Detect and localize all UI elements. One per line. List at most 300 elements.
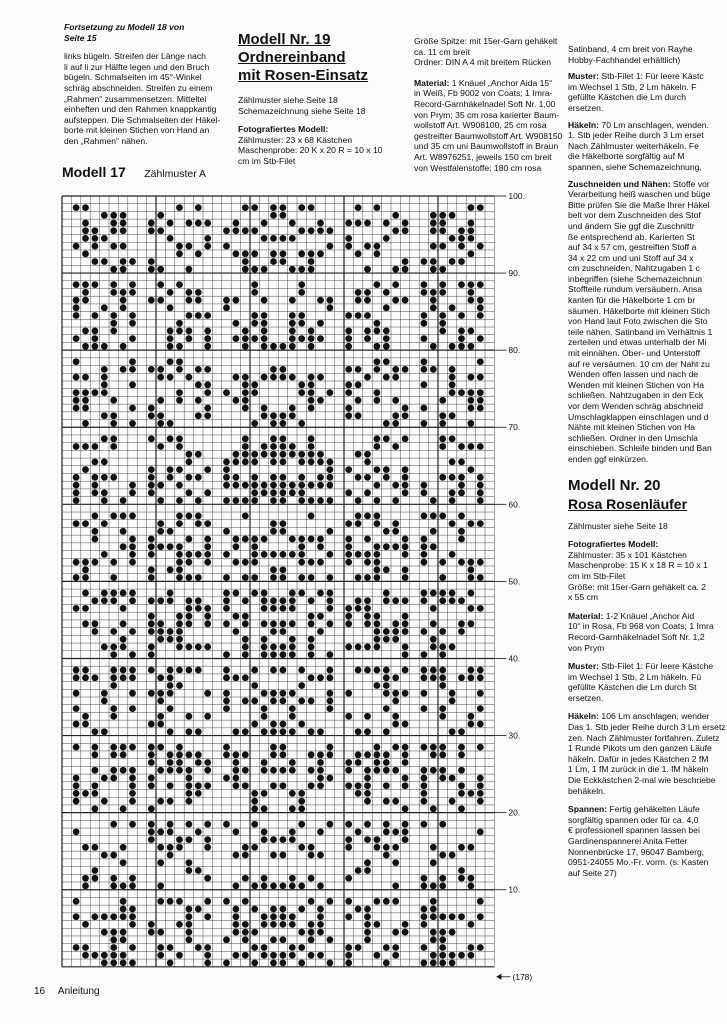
filled-cell — [261, 883, 268, 890]
filled-cell — [110, 929, 117, 936]
filled-cell — [73, 443, 80, 450]
filled-cell — [364, 574, 371, 581]
filled-cell — [449, 644, 456, 651]
filled-cell — [327, 227, 334, 234]
filled-cell — [421, 798, 428, 805]
filled-cell — [364, 513, 371, 520]
filled-cell — [289, 597, 296, 604]
filled-cell — [383, 829, 390, 836]
filled-cell — [477, 397, 484, 404]
filled-cell — [204, 759, 211, 766]
filled-cell — [251, 574, 258, 581]
filled-cell — [374, 358, 381, 365]
filled-cell — [430, 906, 437, 913]
filled-cell — [129, 960, 136, 967]
filled-cell — [92, 459, 99, 466]
filled-cell — [101, 798, 108, 805]
filled-cell — [345, 613, 352, 620]
filled-cell — [129, 628, 136, 635]
filled-cell — [280, 566, 287, 573]
filled-cell — [308, 258, 315, 265]
filled-cell — [186, 297, 193, 304]
filled-cell — [298, 335, 305, 342]
modell19-subtitle-2: mit Rosen-Einsatz — [238, 67, 369, 84]
filled-cell — [383, 636, 390, 643]
filled-cell — [261, 952, 268, 959]
filled-cell — [345, 312, 352, 319]
filled-cell — [167, 751, 174, 758]
filled-cell — [186, 536, 193, 543]
filled-cell — [468, 297, 475, 304]
filled-cell — [345, 559, 352, 566]
filled-cell — [280, 605, 287, 612]
filled-cell — [129, 405, 136, 412]
filled-cell — [186, 597, 193, 604]
filled-cell — [82, 520, 89, 527]
filled-cell — [101, 389, 108, 396]
filled-cell — [298, 420, 305, 427]
filled-cell — [110, 559, 117, 566]
filled-cell — [233, 883, 240, 890]
filled-cell — [92, 751, 99, 758]
continuation-title: Fortsetzung zu Modell 18 von Seite 15 — [64, 22, 185, 43]
filled-cell — [223, 590, 230, 597]
filled-cell — [439, 443, 446, 450]
filled-cell — [176, 281, 183, 288]
filled-cell — [129, 705, 136, 712]
filled-cell — [82, 566, 89, 573]
filled-cell — [233, 335, 240, 342]
filled-cell — [421, 883, 428, 890]
filled-cell — [383, 705, 390, 712]
filled-cell — [439, 705, 446, 712]
text-line: vor dem Wenden schräg abschneid — [568, 401, 704, 411]
filled-cell — [383, 435, 390, 442]
filled-cell — [195, 513, 202, 520]
text-line: ca. 11 cm breit — [414, 46, 470, 57]
filled-cell — [374, 366, 381, 373]
filled-cell — [439, 435, 446, 442]
filled-cell — [176, 243, 183, 250]
filled-cell — [364, 921, 371, 928]
filled-cell — [120, 243, 127, 250]
filled-cell — [204, 913, 211, 920]
filled-cell — [270, 489, 277, 496]
row-label: 90. — [508, 268, 521, 279]
text-line: von Prym — [568, 642, 605, 653]
filled-cell — [110, 243, 117, 250]
filled-cell — [430, 859, 437, 866]
filled-cell — [430, 304, 437, 311]
filled-cell — [298, 543, 305, 550]
filled-cell — [92, 597, 99, 604]
filled-cell — [92, 258, 99, 265]
modell19-foto-label: Fotografiertes Modell: — [238, 124, 329, 135]
filled-cell — [449, 381, 456, 388]
filled-cell — [251, 474, 258, 481]
filled-cell — [430, 497, 437, 504]
filled-cell — [298, 381, 305, 388]
filled-cell — [449, 459, 456, 466]
filled-cell — [129, 381, 136, 388]
filled-cell — [223, 497, 230, 504]
filled-cell — [270, 644, 277, 651]
text-line: Verarbeitung heiß waschen und büge — [568, 189, 711, 200]
filled-cell — [280, 767, 287, 774]
filled-cell — [317, 297, 324, 304]
filled-cell — [392, 744, 399, 751]
filled-cell — [129, 767, 136, 774]
filled-cell — [82, 227, 89, 234]
filled-cell — [289, 805, 296, 812]
filled-cell — [421, 597, 428, 604]
filled-cell — [374, 551, 381, 558]
filled-cell — [120, 898, 127, 905]
filled-cell — [251, 682, 258, 689]
filled-cell — [233, 559, 240, 566]
filled-cell — [468, 389, 475, 396]
filled-cell — [449, 597, 456, 604]
right-column — [568, 44, 727, 878]
filled-cell — [195, 366, 202, 373]
filled-cell — [92, 790, 99, 797]
filled-cell — [195, 520, 202, 527]
filled-cell — [392, 420, 399, 427]
filled-cell — [82, 883, 89, 890]
filled-cell — [101, 258, 108, 265]
filled-cell — [261, 875, 268, 882]
filled-cell — [468, 713, 475, 720]
filled-cell — [167, 944, 174, 951]
filled-cell — [392, 497, 399, 504]
text-line: zerteilen und etwas unterhalb der Mi — [568, 337, 707, 348]
filled-cell — [345, 543, 352, 550]
filled-cell — [477, 358, 484, 365]
filled-cell — [82, 559, 89, 566]
filled-cell — [251, 929, 258, 936]
filled-cell — [308, 728, 315, 735]
filled-cell — [430, 844, 437, 851]
filled-cell — [261, 412, 268, 419]
filled-cell — [233, 220, 240, 227]
filled-cell — [439, 875, 446, 882]
filled-cell — [195, 220, 202, 227]
filled-cell — [430, 952, 437, 959]
filled-cell — [92, 536, 99, 543]
filled-cell — [439, 651, 446, 658]
filled-cell — [317, 775, 324, 782]
filled-cell — [148, 412, 155, 419]
filled-cell — [251, 798, 258, 805]
filled-cell — [364, 782, 371, 789]
filled-cell — [430, 898, 437, 905]
filled-cell — [392, 443, 399, 450]
modell20-foto-label: Fotografiertes Modell: — [568, 539, 659, 550]
filled-cell — [430, 936, 437, 943]
filled-cell — [233, 728, 240, 735]
modell19-heading: Modell Nr. 19 — [238, 31, 331, 48]
filled-cell — [242, 929, 249, 936]
text-line: im Wechsel 1 Stb, 2 Lm häkeln. Fü — [568, 671, 702, 682]
filled-cell — [148, 220, 155, 227]
filled-cell — [223, 474, 230, 481]
filled-cell — [392, 674, 399, 681]
filled-cell — [261, 836, 268, 843]
filled-cell — [374, 744, 381, 751]
filled-cell — [383, 566, 390, 573]
filled-cell — [261, 374, 268, 381]
filled-cell — [280, 528, 287, 535]
filled-cell — [242, 613, 249, 620]
modell19-material — [414, 78, 574, 173]
filled-cell — [280, 497, 287, 504]
filled-cell — [270, 628, 277, 635]
filled-cell — [204, 844, 211, 851]
filled-cell — [129, 921, 136, 928]
filled-cell — [477, 489, 484, 496]
filled-cell — [251, 543, 258, 550]
filled-cell — [261, 713, 268, 720]
filled-cell — [186, 859, 193, 866]
filled-cell — [355, 790, 362, 797]
filled-cell — [101, 929, 108, 936]
filled-cell — [355, 944, 362, 951]
filled-cell — [261, 590, 268, 597]
filled-cell — [176, 466, 183, 473]
filled-cell — [110, 266, 117, 273]
filled-cell — [402, 566, 409, 573]
filled-cell — [176, 543, 183, 550]
filled-cell — [186, 489, 193, 496]
filled-cell — [327, 243, 334, 250]
filled-cell — [345, 960, 352, 967]
filled-cell — [223, 304, 230, 311]
filled-cell — [402, 620, 409, 627]
filled-cell — [261, 651, 268, 658]
filled-cell — [110, 212, 117, 219]
filled-cell — [242, 751, 249, 758]
filled-cell — [129, 281, 136, 288]
text-line: gestreifter Baumwollstoff Art. W908150 — [414, 130, 563, 141]
filled-cell — [458, 243, 465, 250]
filled-cell — [223, 674, 230, 681]
filled-cell — [421, 628, 428, 635]
filled-cell — [392, 844, 399, 851]
filled-cell — [458, 628, 465, 635]
filled-cell — [477, 304, 484, 311]
filled-cell — [176, 320, 183, 327]
filled-cell — [383, 328, 390, 335]
filled-cell — [430, 590, 437, 597]
filled-cell — [308, 698, 315, 705]
filled-cell — [477, 913, 484, 920]
filled-cell — [392, 767, 399, 774]
filled-cell — [289, 790, 296, 797]
filled-cell — [449, 258, 456, 265]
filled-cell — [242, 767, 249, 774]
text-line: cm im Stb-Filet — [238, 155, 296, 166]
filled-cell — [280, 482, 287, 489]
filled-cell — [129, 674, 136, 681]
filled-cell — [449, 590, 456, 597]
filled-cell — [270, 459, 277, 466]
continuation-lines — [64, 51, 224, 146]
filled-cell — [439, 751, 446, 758]
filled-cell — [270, 936, 277, 943]
filled-cell — [430, 883, 437, 890]
filled-cell — [327, 574, 334, 581]
filled-cell — [261, 921, 268, 928]
filled-cell — [261, 328, 268, 335]
filled-cell — [110, 443, 117, 450]
row-label: 60. — [508, 499, 521, 510]
filled-cell — [233, 482, 240, 489]
filled-cell — [148, 435, 155, 442]
filled-cell — [439, 328, 446, 335]
filled-cell — [392, 297, 399, 304]
filled-cell — [261, 944, 268, 951]
filled-cell — [186, 790, 193, 797]
filled-cell — [120, 859, 127, 866]
filled-cell — [430, 543, 437, 550]
filled-cell — [364, 328, 371, 335]
filled-cell — [458, 913, 465, 920]
filled-cell — [251, 281, 258, 288]
filled-cell — [261, 636, 268, 643]
filled-cell — [195, 250, 202, 257]
filled-cell — [289, 829, 296, 836]
filled-cell — [73, 397, 80, 404]
filled-cell — [157, 281, 164, 288]
filled-cell — [233, 767, 240, 774]
filled-cell — [477, 474, 484, 481]
filled-cell — [92, 489, 99, 496]
filled-cell — [364, 728, 371, 735]
filled-cell — [101, 374, 108, 381]
filled-cell — [233, 913, 240, 920]
filled-cell — [110, 220, 117, 227]
filled-cell — [82, 204, 89, 211]
filled-cell — [449, 698, 456, 705]
filled-cell — [73, 667, 80, 674]
filled-cell — [129, 790, 136, 797]
text-line: Hobby-Fachhandel erhältlich) — [568, 54, 681, 65]
filled-cell — [233, 952, 240, 959]
filled-cell — [439, 883, 446, 890]
filled-cell — [92, 335, 99, 342]
filled-cell — [186, 936, 193, 943]
filled-cell — [157, 952, 164, 959]
filled-cell — [345, 952, 352, 959]
filled-cell — [298, 266, 305, 273]
text-line: Muster: Stb-Filet 1: Für leere Kästc — [568, 71, 704, 82]
filled-cell — [73, 605, 80, 612]
filled-cell — [195, 867, 202, 874]
filled-cell — [468, 405, 475, 412]
filled-cell — [73, 389, 80, 396]
filled-cell — [402, 805, 409, 812]
filled-cell — [392, 266, 399, 273]
filled-cell — [374, 844, 381, 851]
filled-cell — [167, 690, 174, 697]
filled-cell — [120, 220, 127, 227]
filled-cell — [82, 674, 89, 681]
filled-cell — [157, 698, 164, 705]
text-line: ersetzen. — [568, 102, 604, 113]
filled-cell — [383, 944, 390, 951]
filled-cell — [439, 744, 446, 751]
text-line: spannen, siehe Schemazeichnung, — [568, 161, 702, 172]
filled-cell — [242, 782, 249, 789]
filled-cell — [364, 536, 371, 543]
filled-cell — [82, 328, 89, 335]
filled-cell — [439, 929, 446, 936]
filled-cell — [251, 821, 258, 828]
filled-cell — [195, 312, 202, 319]
filled-cell — [355, 297, 362, 304]
filled-cell — [392, 366, 399, 373]
text-line: Nonnenbrücke 17, 96047 Bamberg, — [568, 846, 705, 857]
filled-cell — [186, 220, 193, 227]
filled-cell — [101, 212, 108, 219]
filled-cell — [92, 482, 99, 489]
filled-cell — [73, 335, 80, 342]
filled-cell — [261, 805, 268, 812]
filled-cell — [458, 875, 465, 882]
filled-cell — [176, 358, 183, 365]
filled-cell — [82, 844, 89, 851]
filled-cell — [120, 767, 127, 774]
filled-cell — [280, 667, 287, 674]
filled-cell — [242, 898, 249, 905]
filled-cell — [101, 459, 108, 466]
filled-cell — [176, 443, 183, 450]
filled-cell — [223, 960, 230, 967]
filled-cell — [364, 644, 371, 651]
filled-cell — [73, 304, 80, 311]
filled-cell — [167, 728, 174, 735]
filled-cell — [129, 489, 136, 496]
text-line: Maschenprobe: 20 K x 20 R = 10 x 10 — [238, 145, 383, 156]
filled-cell — [383, 374, 390, 381]
filled-cell — [223, 482, 230, 489]
filled-cell — [251, 559, 258, 566]
filled-cell — [186, 667, 193, 674]
text-line: zen. Nach Zählmuster fortfahren. Zuletz — [568, 732, 720, 743]
filled-cell — [477, 690, 484, 697]
text-line: in Weiß, Fb 9002 von Coats; 1 Imra- — [414, 88, 553, 99]
filled-cell — [101, 728, 108, 735]
filled-cell — [298, 698, 305, 705]
filled-cell — [270, 906, 277, 913]
filled-cell — [204, 620, 211, 627]
filled-cell — [468, 420, 475, 427]
filled-cell — [101, 590, 108, 597]
filled-cell — [298, 844, 305, 851]
filled-cell — [129, 543, 136, 550]
filled-cell — [477, 335, 484, 342]
filled-cell — [402, 574, 409, 581]
filled-cell — [261, 605, 268, 612]
filled-cell — [148, 297, 155, 304]
filled-cell — [186, 929, 193, 936]
text-line: teile nähen. Satinband im Verhältnis 1 — [568, 326, 713, 337]
filled-cell — [355, 867, 362, 874]
filled-cell — [233, 906, 240, 913]
filled-cell — [251, 489, 258, 496]
filled-cell — [195, 289, 202, 296]
filled-cell — [186, 605, 193, 612]
